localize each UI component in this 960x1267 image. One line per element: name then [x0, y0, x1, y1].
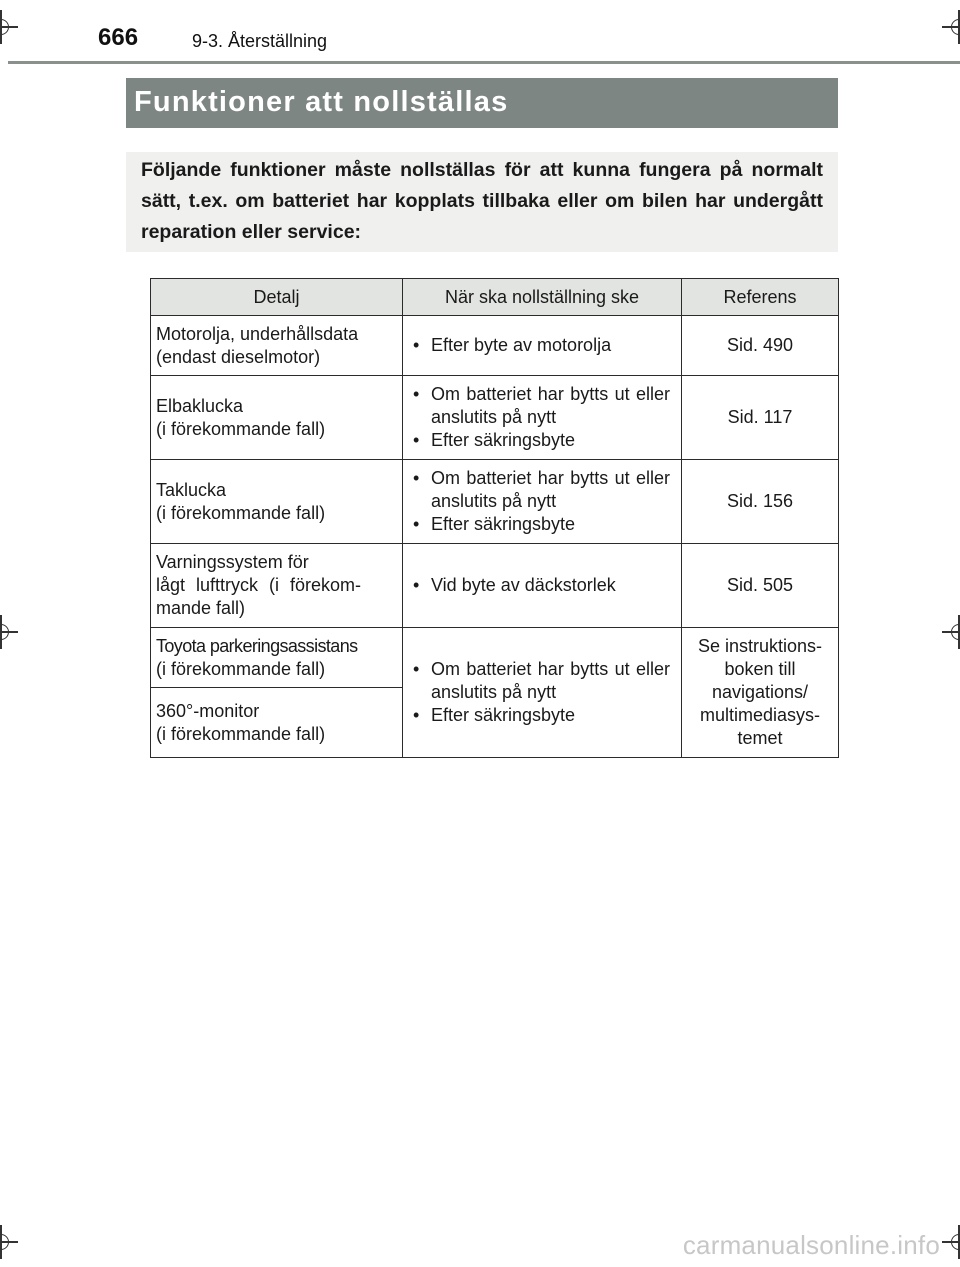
detail-line: (i förekommande fall): [156, 723, 326, 744]
registration-mark: [942, 615, 960, 649]
detail-line: (i förekommande fall): [156, 418, 326, 439]
reference-cell: [682, 460, 839, 544]
detail-line: lågt lufttryck (i förekom-: [156, 575, 362, 595]
detail-line: Toyota parkeringsassistans: [156, 635, 358, 656]
detail-line: Taklucka: [156, 479, 227, 500]
detail-line: 360°-monitor: [156, 700, 260, 721]
bullet-item: • Om batteriet har bytts ut eller anslutits på nytt: [410, 383, 670, 429]
section-label: 9-3. Återställning: [192, 31, 328, 51]
registration-mark: [0, 10, 18, 44]
table-header-row: [151, 279, 839, 316]
table-row: [151, 544, 839, 628]
detail-cell: [151, 544, 403, 628]
detail-cell: [151, 628, 403, 688]
bullet-item: • Efter byte av motorolja: [410, 334, 670, 357]
when-cell: [403, 544, 682, 628]
column-header-detail: Detalj: [151, 279, 403, 316]
reference-cell: [682, 316, 839, 376]
reference-line: navigations/: [711, 682, 809, 702]
table-row: [151, 316, 839, 376]
detail-line: Motorolja, underhållsdata: [156, 323, 359, 344]
column-header-when: När ska nollställning ske: [403, 279, 682, 316]
detail-cell: [151, 316, 403, 376]
when-cell: [403, 628, 682, 758]
reference-line: Se instruktions-: [697, 636, 823, 656]
reference-line: Sid. 156: [726, 491, 794, 511]
detail-cell: [151, 688, 403, 758]
registration-mark: [942, 10, 960, 44]
registration-mark: [0, 615, 18, 649]
detail-line: (i förekommande fall): [156, 502, 326, 523]
bullet-item: • Vid byte av däckstorlek: [410, 574, 670, 597]
reference-cell: [682, 628, 839, 758]
bullet-item: • Efter säkringsbyte: [410, 513, 670, 536]
bullet-item: • Efter säkringsbyte: [410, 429, 670, 452]
page-title: Funktioner att nollställas: [126, 78, 838, 128]
intro-text: Följande funktioner måste nollställas för att kunna fungera på normalt sätt, t.ex. om batteriet har kopplats tillbaka eller om bilen har undergått reparation eller service:: [126, 152, 838, 252]
registration-mark: [0, 1225, 18, 1259]
when-cell: [403, 376, 682, 460]
detail-cell: [151, 376, 403, 460]
bullet-item: • Om batteriet har bytts ut eller anslutits på nytt: [410, 658, 670, 704]
registration-mark: [942, 1225, 960, 1259]
reference-cell: [682, 376, 839, 460]
detail-line: mande fall): [156, 598, 246, 618]
reference-line: boken till: [724, 659, 796, 679]
bullet-item: • Efter säkringsbyte: [410, 704, 670, 727]
reference-line: temet: [737, 728, 783, 748]
detail-line: (i förekommande fall): [156, 658, 326, 679]
table-row: [151, 628, 839, 688]
table-row: [151, 376, 839, 460]
reference-line: Sid. 117: [727, 407, 793, 427]
watermark: carmanualsonline.info: [682, 1230, 940, 1260]
column-header-reference: Referens: [682, 279, 839, 316]
reference-line: Sid. 490: [726, 335, 794, 355]
table-row: [151, 460, 839, 544]
bullet-item: • Om batteriet har bytts ut eller anslutits på nytt: [410, 467, 670, 513]
when-cell: [403, 460, 682, 544]
reset-functions-table: [150, 278, 839, 758]
when-cell: [403, 316, 682, 376]
header-divider: [8, 61, 960, 64]
reference-cell: [682, 544, 839, 628]
reference-line: Sid. 505: [726, 575, 794, 595]
detail-line: Varningssystem för: [156, 552, 309, 572]
detail-line: Elbaklucka: [156, 395, 244, 416]
page-number: 666: [98, 24, 139, 51]
detail-cell: [151, 460, 403, 544]
reference-line: multimediasys-: [699, 705, 821, 725]
detail-line: (endast dieselmotor): [156, 346, 321, 367]
